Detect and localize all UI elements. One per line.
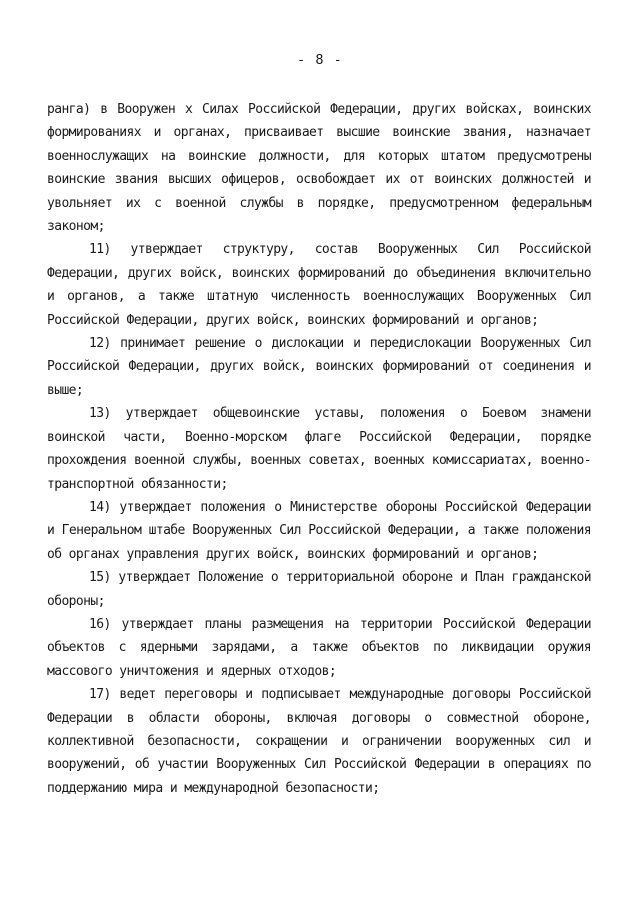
paragraph-item-14: 14) утверждает положения о Министерстве обороны Российской Федерации и Генеральном штабе Вооруженных Сил Российской Федерации, а также положения об органах управления других войск, воинских формирований и органов; [47, 499, 591, 562]
paragraph-continuation: ранга) в Вооружен х Силах Российской Федерации, других войсках, воинских формированиях и органах, присваивает высшие воинские звания, назначает военнослужащих на воинские должности, для которых штатом предусмотрены воинские звания высших офицеров, освобождает их от воинских должностей и увольняет их с военной службы в порядке, предусмотренном федеральным законом; [47, 102, 591, 235]
paragraph-item-12: 12) принимает решение о дислокации и передислокации Вооруженных Сил Российской Федерации, других войск, воинских формирований от соединения и выше; [47, 336, 591, 398]
paragraph-item-11: 11) утверждает структуру, состав Вооруженных Сил Российской Федерации, других войск, воинских формирований до объединения включительно и органов, а также штатную численность военнослужащих Вооруженных Сил Российской Федерации, других войск, воинских формирований и органов; [47, 242, 591, 328]
paragraph-item-16: 16) утверждает планы размещения на территории Российской Федерации объектов с ядерными зарядами, а также объектов по ликвидации оружия массового уничтожения и ядерных отходов; [47, 616, 591, 679]
document-body [47, 98, 591, 800]
page-number: - 8 - [297, 52, 343, 68]
paragraph-item-15: 15) утверждает Положение о территориальной обороне и План гражданской обороны; [47, 570, 591, 609]
paragraph-item-13: 13) утверждает общевоинские уставы, положения о Боевом знамени воинской части, Военно-морском флаге Российской Федерации, порядке прохождения военной службы, военных советах, военных комиссариатах, военно-транспортной обязанности; [47, 406, 591, 492]
paragraph-item-17: 17) ведет переговоры и подписывает международные договоры Российской Федерации в области обороны, включая договоры о совместной обороне, коллективной безопасности, сокращении и ограничении вооруженных сил и вооружений, об участии Вооруженных Сил Российской Федерации в операциях по поддержанию мира и международной безопасности; [47, 687, 591, 796]
